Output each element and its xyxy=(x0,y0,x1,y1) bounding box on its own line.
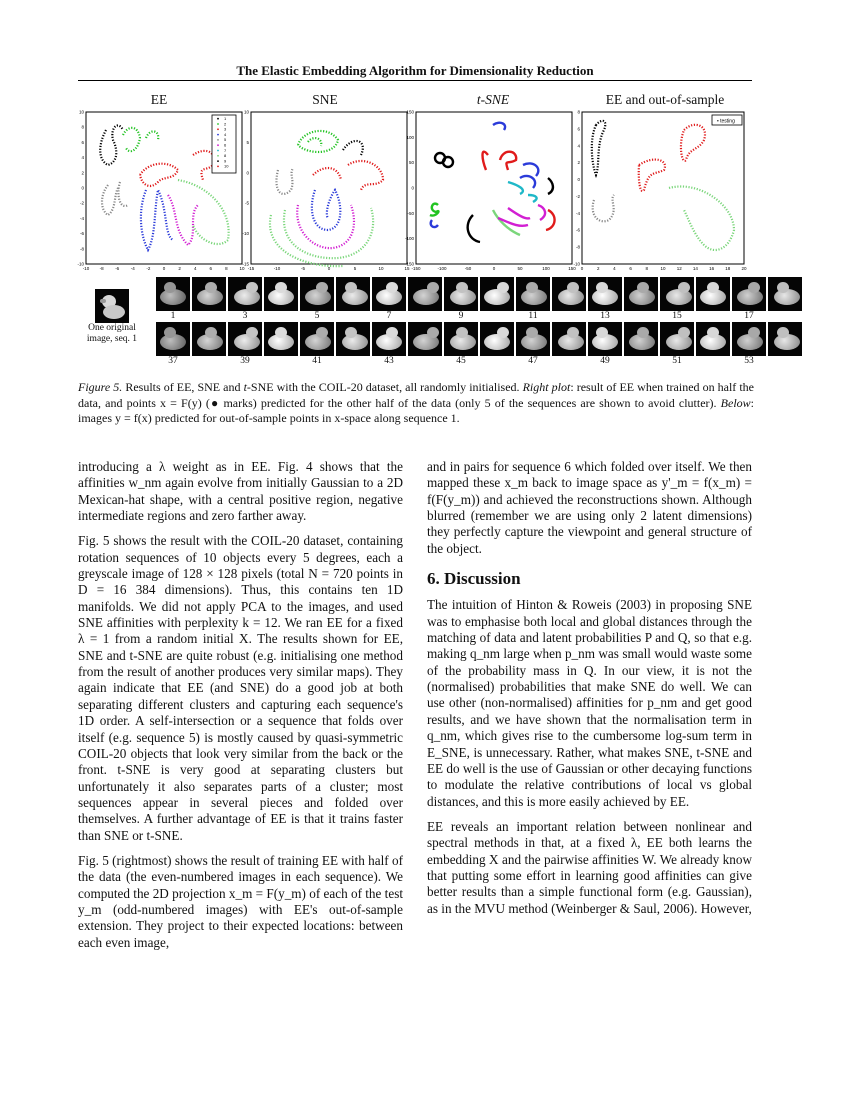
y-tick-label: 0 xyxy=(577,177,580,183)
y-tick-label: -8 xyxy=(79,246,84,252)
x-tick-label: 0 xyxy=(162,266,166,271)
y-tick-label: 10 xyxy=(243,109,249,115)
y-tick-label: -8 xyxy=(575,244,580,250)
reconstruction-number: 3 xyxy=(242,311,248,321)
y-tick-label: -10 xyxy=(242,231,249,237)
y-tick-label: 0 xyxy=(411,185,414,191)
x-tick-label: 2 xyxy=(596,266,600,271)
legend-testing-label: • testing xyxy=(717,118,735,125)
y-tick-label: 8 xyxy=(81,124,84,130)
x-tick-label: 10 xyxy=(660,266,666,271)
reconstruction-image xyxy=(228,277,262,311)
reconstruction-image xyxy=(768,277,802,311)
x-tick-label: 0 xyxy=(492,266,496,271)
reconstruction-image xyxy=(480,277,514,311)
reconstruction-number: 53 xyxy=(744,356,754,366)
reconstruction-row-2-numbers xyxy=(156,356,802,366)
reconstruction-image xyxy=(336,322,370,356)
y-tick-label: 100 xyxy=(406,134,414,140)
legend-marker xyxy=(217,123,219,125)
y-tick-label: 6 xyxy=(81,139,84,145)
reconstruction-number: 11 xyxy=(528,311,538,321)
reconstruction-number: 7 xyxy=(386,311,392,321)
panel-title-tsne-text: t-SNE xyxy=(476,92,510,107)
y-tick-label: 5 xyxy=(246,139,249,145)
plot-sne-xticks xyxy=(248,266,410,271)
reconstruction-image xyxy=(156,322,190,356)
reconstruction-number: 13 xyxy=(600,311,610,321)
legend-marker xyxy=(217,134,219,136)
plot-ee-oos-frame xyxy=(582,112,744,264)
figure-caption xyxy=(78,380,754,427)
x-tick-label: 10 xyxy=(378,266,384,271)
panel-title-ee-oos: EE and out-of-sample xyxy=(605,92,725,107)
reconstruction-image xyxy=(264,277,298,311)
reconstruction-image xyxy=(588,277,622,311)
original-image xyxy=(95,289,129,323)
right-paragraph-3: EE reveals an important relation between nonlinear and spectral methods in that, at a fixed λ, EE both learns the embedding X and the pairwise affinities W. We already know that putting some effort in learning good affinities can give better results than a simple functional form (e.g. Gaussian), as in the MVU method (Weinberger & Saul, 2006). However, xyxy=(427,818,752,916)
reconstruction-number: 47 xyxy=(528,356,538,366)
legend-marker xyxy=(217,118,219,120)
reconstruction-image xyxy=(624,322,658,356)
x-tick-label: 5 xyxy=(353,266,357,271)
y-tick-label: -6 xyxy=(575,227,580,233)
legend-label: 8 xyxy=(224,153,227,159)
y-tick-label: 6 xyxy=(577,126,580,132)
reconstruction-image xyxy=(408,277,442,311)
reconstruction-image xyxy=(660,322,694,356)
plot-tsne-xticks xyxy=(411,266,576,271)
legend-label: 10 xyxy=(224,163,229,169)
y-tick-label: -10 xyxy=(77,261,84,267)
x-tick-label: -10 xyxy=(82,266,90,271)
reconstruction-number: 49 xyxy=(600,356,610,366)
reconstruction-image xyxy=(228,322,262,356)
x-tick-label: 20 xyxy=(741,266,747,271)
plot-ee-oos-xticks xyxy=(581,266,747,271)
legend-label: 4 xyxy=(224,131,227,137)
left-paragraph-1: introducing a λ weight as in EE. Fig. 4 shows that the affinities w_nm again evolve from initially Gaussian to a 2D Mexican-hat shape, with a central positive region, negative intermediate regions and zero farther away. xyxy=(78,459,403,524)
reconstruction-image xyxy=(696,322,730,356)
reconstruction-image xyxy=(696,277,730,311)
plot-ee-xticks xyxy=(83,266,245,271)
caption-part-3: : result of EE when trained on half the data, and points x = F(y) (● marks) predicted for the other half of the data (only 5 of the sequences are shown to avoid clutter). xyxy=(78,380,754,410)
plot-tsne-svg xyxy=(404,109,580,275)
plot-sne-frame xyxy=(251,112,407,264)
reconstruction-image xyxy=(552,322,586,356)
legend-label: 5 xyxy=(224,137,227,143)
x-tick-label: 15 xyxy=(404,266,410,271)
y-tick-label: 2 xyxy=(577,160,580,166)
plot-ee-yticks xyxy=(77,110,84,267)
y-tick-label: -6 xyxy=(79,231,84,237)
legend-label: 7 xyxy=(224,147,227,153)
x-tick-label: 0 xyxy=(327,266,331,271)
ee-oos-curves xyxy=(592,118,735,250)
x-tick-label: 6 xyxy=(209,266,213,271)
panel-title-tsne xyxy=(408,92,578,108)
x-tick-label: 4 xyxy=(193,266,197,271)
reconstruction-image xyxy=(264,322,298,356)
reconstruction-number: 39 xyxy=(240,356,250,366)
x-tick-label: -15 xyxy=(247,266,255,271)
reconstruction-image xyxy=(336,277,370,311)
reconstruction-image xyxy=(732,277,766,311)
legend-label: 1 xyxy=(224,116,227,121)
y-tick-label: 10 xyxy=(78,109,84,115)
y-tick-label: 50 xyxy=(408,160,414,166)
x-tick-label: 100 xyxy=(542,266,550,271)
reconstruction-image xyxy=(660,277,694,311)
y-tick-label: 0 xyxy=(246,170,249,176)
tsne-curves xyxy=(430,123,555,242)
y-tick-label: -100 xyxy=(404,236,414,242)
reconstruction-row-1 xyxy=(156,277,802,311)
x-tick-label: 150 xyxy=(568,266,576,271)
reconstruction-number: 51 xyxy=(672,356,682,366)
y-tick-label: -5 xyxy=(244,200,249,206)
caption-below: Below xyxy=(720,395,751,410)
header-rule xyxy=(78,80,752,81)
x-tick-label: 8 xyxy=(645,266,649,271)
original-image-caption: One original image, seq. 1 xyxy=(86,323,138,344)
reconstruction-number: 45 xyxy=(456,356,466,366)
legend-marker xyxy=(217,128,219,130)
caption-part-1: Results of EE, SNE and xyxy=(122,380,244,394)
y-tick-label: -4 xyxy=(79,215,84,221)
y-tick-label: -10 xyxy=(573,261,580,267)
caption-t: t xyxy=(243,380,247,394)
legend-label: 3 xyxy=(224,126,227,132)
plot-sne-yticks xyxy=(242,110,249,267)
caption-right-plot: Right plot xyxy=(522,380,571,394)
reconstruction-number: 41 xyxy=(312,356,322,366)
plot-ee-oos-svg xyxy=(574,110,752,275)
legend-marker xyxy=(217,144,219,146)
reconstruction-number: 15 xyxy=(672,311,682,321)
right-column xyxy=(427,459,752,926)
reconstruction-image xyxy=(156,277,190,311)
x-tick-label: -50 xyxy=(464,266,472,271)
running-head: The Elastic Embedding Algorithm for Dimensionality Reduction xyxy=(236,63,594,78)
x-tick-label: -5 xyxy=(300,266,306,271)
plot-ee xyxy=(78,110,250,270)
reconstruction-row-2 xyxy=(156,322,802,356)
caption-part-2: -SNE with the COIL-20 dataset, all randomly initialised. xyxy=(246,380,523,394)
reconstruction-row-1-numbers xyxy=(156,311,802,321)
reconstruction-image xyxy=(444,322,478,356)
y-tick-label: 150 xyxy=(406,109,414,115)
caption-part-4: : images y = f(x) predicted for out-of-sample points in x-space along sequence 1. xyxy=(78,395,754,425)
right-paragraph-1: and in pairs for sequence 6 which folded over itself. We then mapped these x_m back to image space as y'_m = f(x_m) = f(F(y_m)) and achieved the reconstructions shown. Although blurred (remember we are using only 2 latent dimensions) they perfectly capture the viewpoint and general structure of the object. xyxy=(427,459,752,556)
reconstruction-number: 5 xyxy=(314,311,320,321)
y-tick-label: 0 xyxy=(81,185,84,191)
reconstruction-image xyxy=(372,322,406,356)
reconstruction-image xyxy=(192,322,226,356)
y-tick-label: -150 xyxy=(404,261,414,267)
reconstruction-number: 43 xyxy=(384,356,394,366)
legend-label: 9 xyxy=(224,158,227,164)
legend-marker xyxy=(217,139,219,141)
x-tick-label: 0 xyxy=(580,266,584,271)
x-tick-label: 4 xyxy=(613,266,616,271)
x-tick-label: -2 xyxy=(146,266,151,271)
legend-marker xyxy=(217,160,219,162)
reconstruction-number: 37 xyxy=(168,356,178,366)
plot-sne-svg xyxy=(243,110,415,275)
x-tick-label: -8 xyxy=(99,266,104,271)
x-tick-label: 14 xyxy=(692,266,698,271)
reconstruction-image xyxy=(624,277,658,311)
left-paragraph-3: Fig. 5 (rightmost) shows the result of training EE with half of the data (the even-numbered images in each sequence). We computed the 2D projection x_m = F(y_m) of each of the test y_m (odd-numbered images) with EE's out-of-sample extension. They project to their expected locations: between each even image, xyxy=(78,852,403,950)
panel-title-sne: SNE xyxy=(312,92,338,107)
reconstruction-image xyxy=(588,322,622,356)
reconstruction-image xyxy=(480,322,514,356)
reconstruction-image xyxy=(408,322,442,356)
x-tick-label: 8 xyxy=(225,266,228,271)
section-title-discussion: 6. Discussion xyxy=(427,569,521,589)
y-tick-label: 4 xyxy=(81,155,84,161)
x-tick-label: -100 xyxy=(437,266,447,271)
plot-ee-oos-yticks xyxy=(573,110,580,267)
y-tick-label: -2 xyxy=(79,200,84,206)
reconstruction-image xyxy=(516,322,550,356)
legend-marker xyxy=(217,155,219,157)
legend-label: 2 xyxy=(224,121,227,127)
plot-ee-svg xyxy=(78,110,250,275)
y-tick-label: -50 xyxy=(407,210,414,216)
ee-curves xyxy=(100,125,228,250)
reconstruction-number: 9 xyxy=(458,311,464,321)
reconstruction-number: 17 xyxy=(744,311,754,321)
x-tick-label: -6 xyxy=(115,266,120,271)
x-tick-label: -10 xyxy=(273,266,281,271)
plot-sne xyxy=(243,110,415,270)
plot-ee-out-of-sample xyxy=(574,110,752,270)
x-tick-label: 18 xyxy=(725,266,731,271)
reconstruction-image xyxy=(300,277,334,311)
x-tick-label: -4 xyxy=(130,266,135,271)
legend-label: 6 xyxy=(224,142,227,148)
reconstruction-image xyxy=(552,277,586,311)
plot-tsne xyxy=(404,109,580,271)
x-tick-label: 6 xyxy=(629,266,632,271)
x-tick-label: 10 xyxy=(239,266,245,271)
x-tick-label: 50 xyxy=(517,266,523,271)
x-tick-label: 16 xyxy=(709,266,715,271)
reconstruction-image xyxy=(732,322,766,356)
left-column xyxy=(78,459,403,960)
sne-curves xyxy=(270,131,383,266)
reconstruction-image xyxy=(372,277,406,311)
y-tick-label: 4 xyxy=(577,143,580,149)
y-tick-label: 2 xyxy=(81,170,84,176)
reconstruction-image xyxy=(516,277,550,311)
reconstruction-image xyxy=(444,277,478,311)
left-paragraph-2: Fig. 5 shows the result with the COIL-20 dataset, containing rotation sequences of 10 objects every 5 degrees, each a greyscale image of 128 × 128 pixels (total N = 720 points in D = 16 384 dimensions). Thus, this contains ten 1D manifolds. We did not apply PCA to the images, and used SNE affinities with perplexity k = 12. We ran EE for a fixed λ = 1 from a random initial X. The results shown for EE, SNE and t-SNE are quite robust (e.g. initialising one method from the result of another produces very similar maps). They again indicate that EE (and SNE) do a good job at both separating different clusters and capturing each sequence's 1D order. A self-intersection or a sequence that folds over itself (e.g. sequence 5) is mostly caused by quasi-symmetric COIL-20 objects that look very similar from the back or the front. t-SNE is very good at separating clusters but unfortunately it also separates parts of a cluster; most sequences appear in several pieces and folded over themselves. A further advantage of EE is that it trains faster than SNE or t-SNE. xyxy=(78,533,403,843)
x-tick-label: 12 xyxy=(676,266,682,271)
legend-marker xyxy=(217,150,219,152)
reconstruction-number: 1 xyxy=(170,311,176,321)
y-tick-label: -15 xyxy=(242,261,249,267)
x-tick-label: -150 xyxy=(411,266,421,271)
y-tick-label: 8 xyxy=(577,109,580,115)
y-tick-label: -2 xyxy=(575,193,580,199)
panel-title-ee: EE xyxy=(150,92,168,107)
reconstruction-image xyxy=(300,322,334,356)
x-tick-label: 2 xyxy=(178,266,181,271)
reconstruction-image xyxy=(768,322,802,356)
plot-tsne-frame xyxy=(416,112,572,264)
right-paragraph-2: The intuition of Hinton & Roweis (2003) in proposing SNE was to emphasise both local and global distances through the matching of data and latent probabilities P and Q, so that e.g. making q_nm large when p_nm was small would waste some of the probability mass in Q. In our view, it is not the (normalised) probabilities that make SNE do well. We can use other (non-normalised) affinities for p_nm and get good results, and we have shown that the normalisation term in q_nm, which gives rise to the cumbersome log-sum term in E_SNE, is unnecessary. Rather, what makes SNE, t-SNE and EE do well is the use of Gaussian or other decaying functions to modulate the relative contributions of local vs global distances, and this is more easily achieved by EE. xyxy=(427,597,752,809)
figure-label: Figure 5. xyxy=(78,380,123,394)
y-tick-label: -4 xyxy=(575,210,580,216)
legend-marker xyxy=(217,166,219,168)
reconstruction-image xyxy=(192,277,226,311)
